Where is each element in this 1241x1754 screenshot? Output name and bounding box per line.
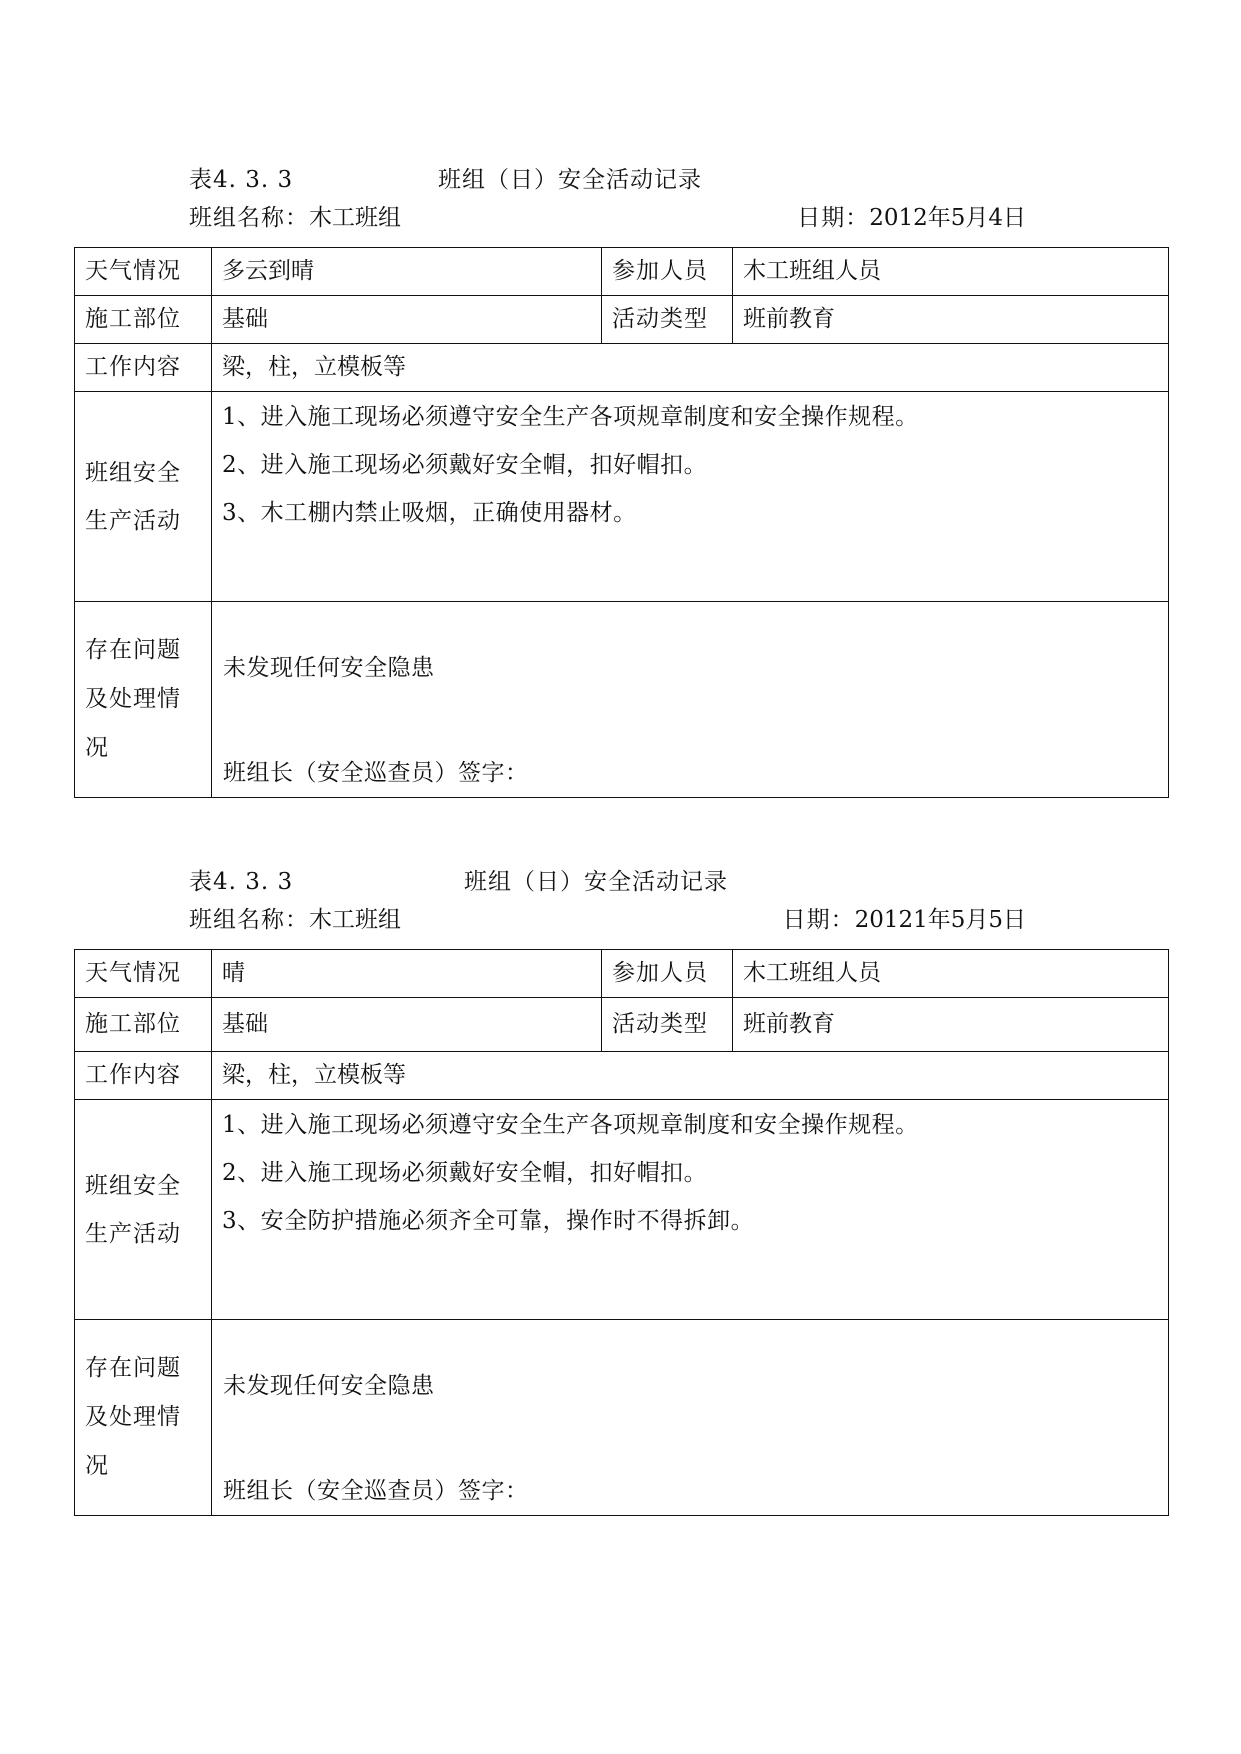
label-line: 及处理情 xyxy=(85,686,181,712)
signature-label: 班组长（安全巡查员）签字： xyxy=(223,1478,529,1505)
participants-value: 木工班组人员 xyxy=(733,248,1169,296)
team-name-value: 木工班组 xyxy=(309,205,401,231)
activity-type-value: 班前教育 xyxy=(733,296,1169,344)
participants-label: 参加人员 xyxy=(602,950,733,998)
activity-type-value: 班前教育 xyxy=(733,998,1169,1052)
safety-record-2 xyxy=(74,857,1168,1516)
safety-activity-list xyxy=(212,392,1169,602)
list-item: 3、安全防护措施必须齐全可靠，操作时不得拆卸。 xyxy=(222,1208,755,1234)
team-name-label: 班组名称： xyxy=(189,907,309,933)
record-date xyxy=(797,199,1026,232)
activity-type-label: 活动类型 xyxy=(602,296,733,344)
location-value: 基础 xyxy=(212,998,602,1052)
table-row xyxy=(75,602,1169,798)
table-row xyxy=(75,1100,1169,1320)
weather-value: 多云到晴 xyxy=(212,248,602,296)
team-name xyxy=(189,901,401,934)
location-label: 施工部位 xyxy=(75,998,212,1052)
location-value: 基础 xyxy=(212,296,602,344)
table-row xyxy=(75,344,1169,392)
activity-type-label: 活动类型 xyxy=(602,998,733,1052)
weather-label: 天气情况 xyxy=(75,950,212,998)
table-row xyxy=(75,1320,1169,1516)
safety-activity-label xyxy=(75,1100,212,1320)
signature-label: 班组长（安全巡查员）签字： xyxy=(223,760,529,787)
label-line: 存在问题 xyxy=(85,637,181,663)
issues-label xyxy=(75,1320,212,1516)
table-row xyxy=(75,392,1169,602)
record-title: 班组（日）安全活动记录 xyxy=(438,167,702,193)
table-row xyxy=(75,950,1169,998)
work-content-value: 梁，柱，立模板等 xyxy=(212,344,1169,392)
activity-table xyxy=(74,247,1169,798)
weather-label: 天气情况 xyxy=(75,248,212,296)
label-line: 生产活动 xyxy=(85,507,181,534)
record-meta xyxy=(74,899,1168,949)
record-title: 班组（日）安全活动记录 xyxy=(464,869,728,895)
list-item: 2、进入施工现场必须戴好安全帽，扣好帽扣。 xyxy=(222,1160,708,1186)
issues-cell xyxy=(212,602,1169,798)
work-content-label: 工作内容 xyxy=(75,344,212,392)
label-line: 况 xyxy=(85,1453,109,1479)
issues-label xyxy=(75,602,212,798)
issues-value: 未发现任何安全隐患 xyxy=(223,655,435,681)
record-meta xyxy=(74,197,1168,247)
list-item: 2、进入施工现场必须戴好安全帽，扣好帽扣。 xyxy=(222,452,708,478)
date-label: 日期： xyxy=(797,205,870,231)
work-content-label: 工作内容 xyxy=(75,1052,212,1100)
label-line: 存在问题 xyxy=(85,1355,181,1381)
team-name-label: 班组名称： xyxy=(189,205,309,231)
issues-cell xyxy=(212,1320,1169,1516)
label-line: 生产活动 xyxy=(85,1220,181,1247)
location-label: 施工部位 xyxy=(75,296,212,344)
table-row xyxy=(75,1052,1169,1100)
list-item: 3、木工棚内禁止吸烟，正确使用器材。 xyxy=(222,500,637,526)
label-line: 况 xyxy=(85,735,109,761)
date-value: 2012年5月4日 xyxy=(869,205,1026,231)
label-line: 及处理情 xyxy=(85,1404,181,1430)
table-number: 表4. 3. 3 xyxy=(189,869,294,895)
activity-table xyxy=(74,949,1169,1516)
date-label: 日期： xyxy=(782,907,855,933)
table-row xyxy=(75,296,1169,344)
record-header xyxy=(74,857,1168,899)
team-name-value: 木工班组 xyxy=(309,907,401,933)
participants-label: 参加人员 xyxy=(602,248,733,296)
issues-value: 未发现任何安全隐患 xyxy=(223,1373,435,1399)
safety-activity-list xyxy=(212,1100,1169,1320)
record-date xyxy=(783,901,1026,934)
participants-value: 木工班组人员 xyxy=(733,950,1169,998)
safety-activity-label xyxy=(75,392,212,602)
table-row xyxy=(75,248,1169,296)
table-row xyxy=(75,998,1169,1052)
list-item: 1、进入施工现场必须遵守安全生产各项规章制度和安全操作规程。 xyxy=(222,1112,919,1138)
table-number: 表4. 3. 3 xyxy=(189,167,294,193)
label-line: 班组安全 xyxy=(85,459,181,486)
work-content-value: 梁，柱，立模板等 xyxy=(212,1052,1169,1100)
safety-record-1 xyxy=(74,155,1168,798)
record-header xyxy=(74,155,1168,197)
team-name xyxy=(189,199,401,232)
label-line: 班组安全 xyxy=(85,1172,181,1199)
weather-value: 晴 xyxy=(212,950,602,998)
date-value: 20121年5月5日 xyxy=(854,907,1026,933)
list-item: 1、进入施工现场必须遵守安全生产各项规章制度和安全操作规程。 xyxy=(222,404,919,430)
